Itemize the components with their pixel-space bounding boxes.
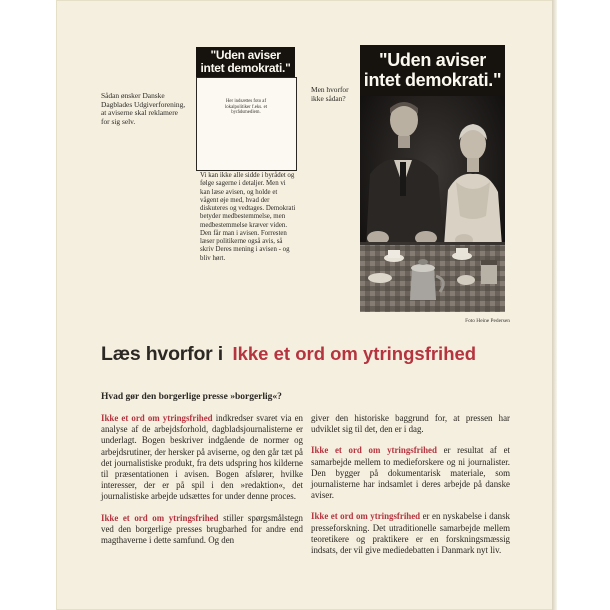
ad-headline-box xyxy=(196,47,295,77)
photo-headline-line-2: intet demokrati." xyxy=(363,70,502,90)
photo-placeholder xyxy=(196,77,297,171)
ad-headline-line-2: intet demokrati." xyxy=(200,61,291,75)
main-heading xyxy=(101,343,541,366)
lead-question: Hvad gør den borgerlige presse »borgerlig«? xyxy=(101,392,282,402)
left-paragraph-1 xyxy=(101,413,303,503)
left-paragraph-2 xyxy=(101,513,303,547)
paragraph-text: indkredser svaret via en analyse af de arbejdsforhold, dagbladsjournalisterne er underlagt. Bogen beskriver indgående de normer og arbejdsrutiner, der hersker på aviserne, og den går tæt på det journalistiske produkt, fra dets udspring hos kilderne til præsentationen i avisen. Bogen afslører, hvilke interesser, der er på spil i den »redaktion«, det journalistiske arbejde udsættes for under denne proces. xyxy=(101,413,303,502)
paragraph-text: stiller spørgsmålstegn ved den borgerlige presses brugbarhed for andre end magthaverne i dette samfund. Og den xyxy=(101,512,303,546)
right-paragraph-3 xyxy=(311,511,510,556)
right-text-column xyxy=(311,413,510,566)
ad-headline-line-1: "Uden aviser xyxy=(210,48,281,62)
photo-headline-line-1: "Uden aviser xyxy=(379,50,486,70)
right-paragraph-1 xyxy=(311,413,510,435)
photo-headline-box xyxy=(360,45,505,97)
left-text-column xyxy=(101,413,303,556)
photo-credit: Foto Heine Pedersen xyxy=(465,318,510,324)
couple-photograph xyxy=(360,96,505,312)
side-question: Men hvorfor ikke sådan? xyxy=(311,85,349,103)
paragraph-text: er en nyskabelse i dansk presseforskning. Det utraditionelle samarbejde mellem teoretikere og praktikere er en forskningsmæssig indsats, der vil give mediedebatten i Danmark nyt liv. xyxy=(311,511,510,556)
book-title-mention: Ikke et ord om ytringsfrihed xyxy=(311,511,421,522)
book-title-mention: Ikke et ord om ytringsfrihed xyxy=(101,512,219,523)
heading-lead: Læs hvorfor i xyxy=(101,343,223,365)
heading-book-title: Ikke et ord om ytringsfrihed xyxy=(232,343,477,364)
book-title-mention: Ikke et ord om ytringsfrihed xyxy=(101,413,213,423)
page-edge xyxy=(552,0,557,610)
paragraph-text: er resultat af et samarbejde mellem to medieforskere og ni journalister. Den bygger på dokumentarisk materiale, som journalisterne har indsamlet i deres arbejde på danske aviser. xyxy=(311,445,510,501)
left-caption: Sådan ønsker Danske Dagblades Udgiverforening, at aviserne skal reklamere for sig selv. xyxy=(101,91,186,126)
paragraph-text: giver den historiske baggrund for, at pressen har udviklet sig til det, den er i dag. xyxy=(311,413,510,435)
right-paragraph-2 xyxy=(311,445,510,501)
ad-body-copy: Vi kan ikke alle sidde i byrådet og følge sagerne i detaljer. Men vi kan læse avisen, og holde et vågent øje med, hvad der diskuteres og vedtages. Demokrati betyder medbestemmelse, men medbestemmelse kræver viden. Den får man i avisen. Forresten læser politikerne også avis, så skriv Deres mening i avisen - og bliv hørt. xyxy=(200,172,296,262)
placeholder-note: Her indsættes foto af lokalpolitiker f.eks. et byrådsmedlem. xyxy=(224,99,268,116)
photograph-illustration xyxy=(360,96,505,312)
book-title-mention: Ikke et ord om ytringsfrihed xyxy=(311,445,437,456)
